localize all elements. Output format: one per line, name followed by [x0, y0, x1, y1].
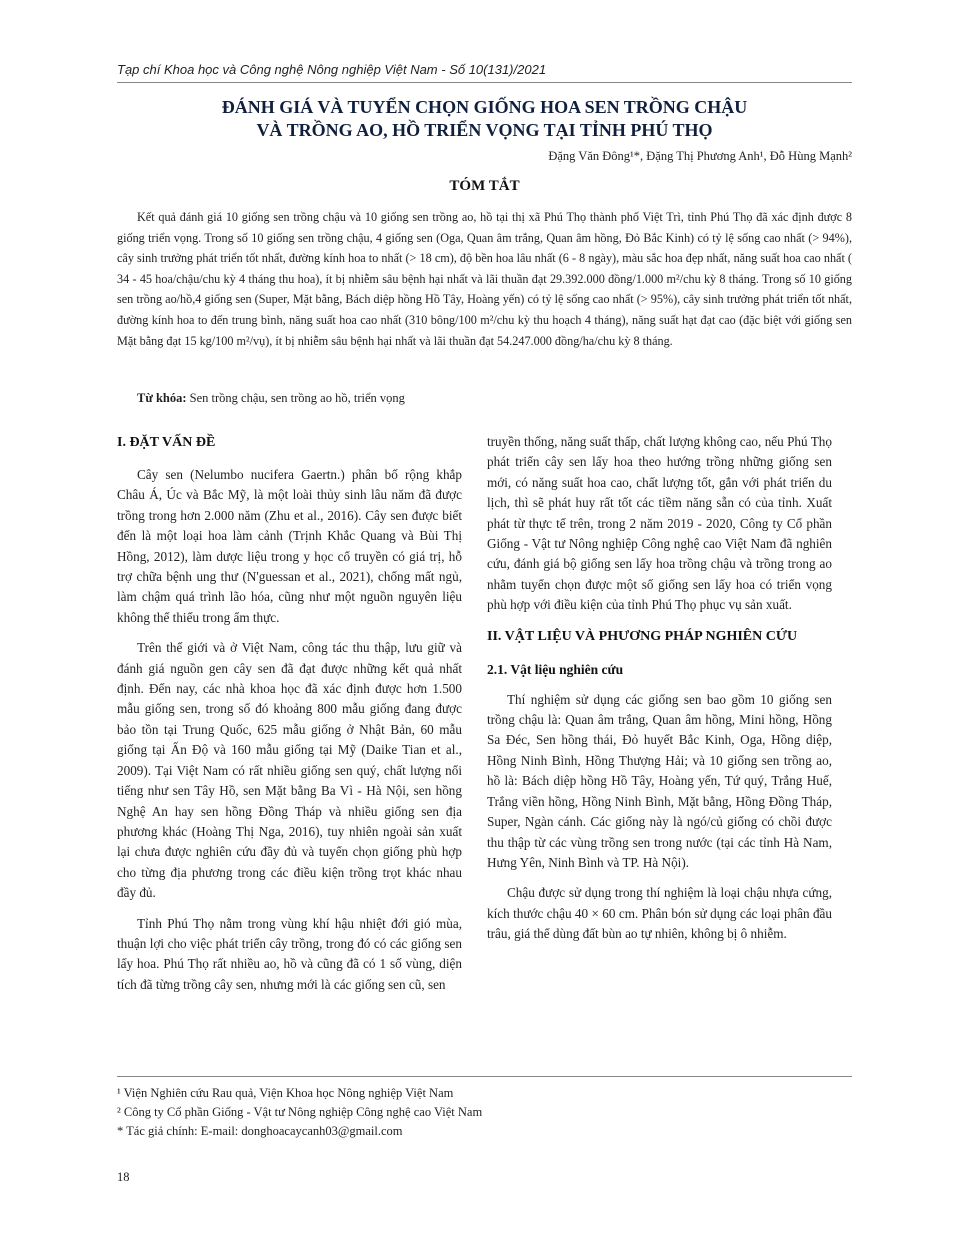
- section-1-heading: I. ĐẶT VẤN ĐỀ: [117, 435, 216, 450]
- section-2-heading: II. VẬT LIỆU VÀ PHƯƠNG PHÁP NGHIÊN CỨU: [487, 628, 798, 644]
- paragraph-3: Tỉnh Phú Thọ nằm trong vùng khí hậu nhiệt đới gió mùa, thuận lợi cho việc phát triển cây trồng, trong đó có các giống sen lấy hoa. Phú Thọ rất nhiều ao, hồ và cũng đã có 1 số vùng, diện tích đã từng trồng cây sen, nhưng mới là các giống sen cũ, sen: [117, 915, 462, 992]
- abstract-heading: TÓM TẮT: [449, 178, 520, 194]
- title-line-1: ĐÁNH GIÁ VÀ TUYỂN CHỌN GIỐNG HOA SEN TRỒNG CHẬU: [221, 97, 748, 117]
- page-number: 18: [117, 1170, 130, 1184]
- footnote-3: * Tác giả chính: E-mail: donghoacaycanh03@gmail.com: [117, 1124, 403, 1138]
- abstract-text: Kết quả đánh giá 10 giống sen trồng chậu và 10 giống sen trồng ao, hồ tại thị xã Phú Thọ thành phố Việt Trì, tỉnh Phú Thọ đã xác định được 8 giống triển vọng. Trong số 10 giống sen trồng chậu, 4 giống sen (Oga, Quan âm trắng, Quan âm hồng, Đỏ Bắc Kinh) có tỷ lệ sống cao nhất (> 94%), cây sinh trưởng phát triển tốt nhất, đường kính hoa to nhất (> 18 cm), độ bền hoa lâu nhất (6 - 8 ngày), màu sắc hoa đẹp nhất, năng suất hoa cao nhất ( 34 - 45 hoa/chậu/chu kỳ 4 tháng thu hoa), ít bị nhiễm sâu bệnh hại nhất và lãi thuần đạt 29.392.000 đồng/1.000 m²/chu kỳ 8 tháng. Trong số 10 giống sen trồng ao/hồ,4 giống sen (Super, Mặt bằng, Bách diệp hồng Hồ Tây, Hoàng yến) có tỷ lệ sống cao nhất (> 95%), cây sinh trưởng phát triển tốt nhất, đường kính hoa to đến trung bình, năng suất hoa cao nhất (310 bông/100 m²/chu kỳ thu hoạch 4 tháng), năng suất hạt đạt cao (đặc biệt với giống sen Mặt bằng đạt 15 kg/100 m²/vụ), ít bị nhiễm sâu bệnh hại nhất và lãi thuần đạt 54.247.000 đồng/ha/chu kỳ 8 tháng.: [117, 210, 852, 348]
- footnote-1: ¹ Viện Nghiên cứu Rau quả, Viện Khoa học Nông nghiệp Việt Nam: [117, 1086, 454, 1100]
- keywords-value: Sen trồng chậu, sen trồng ao hồ, triển vọng: [189, 391, 405, 405]
- footnote-rule: [117, 1076, 852, 1077]
- section-2-1-heading: 2.1. Vật liệu nghiên cứu: [487, 661, 624, 677]
- paragraph-1: Cây sen (Nelumbo nucifera Gaertn.) phân bố rộng khắp Châu Á, Úc và Bắc Mỹ, là một loài thủy sinh lâu năm đã được trồng trong hơn 2.000 năm (Zhu et al., 2016). Cây sen được biết đến là một loại hoa làm cảnh (Trịnh Khắc Quang và Bùi Thị Hồng, 2012), làm dược liệu trong y học cổ truyền có giá trị, hỗ trợ chữa bệnh ung thư (N'guessan et al., 2021), chống mất ngủ, làm chậm quá trình lão hóa, cũng như một nguồn nguyên liệu không thể thiếu trong ẩm thực.: [117, 467, 462, 625]
- footnote-2: ² Công ty Cổ phần Giống - Vật tư Nông nghiệp Công nghệ cao Việt Nam: [117, 1105, 483, 1119]
- journal-header: Tạp chí Khoa học và Công nghệ Nông nghiệp Việt Nam - Số 10(131)/2021: [117, 62, 547, 77]
- title-line-2: VÀ TRỒNG AO, HỒ TRIỂN VỌNG TẠI TỈNH PHÚ THỌ: [256, 120, 713, 140]
- footnotes: [117, 1084, 852, 1141]
- right-column: [487, 432, 832, 955]
- keywords: [137, 391, 852, 406]
- paragraph-2: Trên thế giới và ở Việt Nam, công tác thu thập, lưu giữ và đánh giá nguồn gen cây sen đã đạt được những kết quả nhất định. Đến nay, các nhà khoa học đã xác định được hơn 1.500 mẫu giống sen, trong số đó khoảng 800 mẫu giống đang được bảo tồn tại Trung Quốc, 625 mẫu giống ở Nhật Bản, 60 mẫu giống tại Ấn Độ và 160 mẫu giống tại Mỹ (Daike Tian et al., 2009). Tại Việt Nam có rất nhiều giống sen quý, chất lượng nổi tiếng như sen Tây Hồ, sen Mặt bằng Ba Vì - Hà Nội, sen hồng Nghệ An hay sen hồng Đồng Tháp và nhiều giống sen địa phương khác (Hoàng Thị Nga, 2016), tuy nhiên ngoài sản xuất lại chưa được nghiên cứu đầy đủ và tuyển chọn giống phù hợp cho từng địa phương trong các điều kiện trồng trọt khác nhau đầy đủ.: [117, 640, 462, 901]
- paragraph-6: Chậu được sử dụng trong thí nghiệm là loại chậu nhựa cứng, kích thước chậu 40 × 60 cm. Phân bón sử dụng các loại phân đầu trâu, giá thể dùng đất bùn ao tự nhiên, không bị ô nhiễm.: [487, 885, 832, 942]
- paragraph-4: truyền thống, năng suất thấp, chất lượng không cao, nếu Phú Thọ phát triển cây sen lấy hoa theo hướng trồng những giống sen mới, có năng suất hoa cao, chất lượng tốt, gắn với phát triển du lịch, thì sẽ phát huy rất tốt các tiềm năng sẵn có của tỉnh. Xuất phát từ thực tế trên, trong 2 năm 2019 - 2020, Công ty Cổ phần Giống - Vật tư Nông nghiệp Công nghệ cao Việt Nam đã nghiên cứu, đánh giá bộ giống sen lấy hoa trồng chậu và trồng trong ao nhằm tuyển chọn được một số giống sen lấy hoa có triển vọng phù hợp với điều kiện của tỉnh Phú Thọ phục vụ sản xuất.: [487, 434, 832, 613]
- paper-title: [117, 96, 852, 142]
- author-list: Đặng Văn Đông¹*, Đặng Thị Phương Anh¹, Đỗ Hùng Mạnh²: [548, 149, 852, 163]
- keywords-label: Từ khóa:: [137, 391, 187, 405]
- paragraph-5: Thí nghiệm sử dụng các giống sen bao gồm 10 giống sen trồng chậu là: Quan âm trắng, Quan âm hồng, Mini hồng, Hồng Sa Đéc, Sen hồng thái, Đỏ huyết Bắc Kinh, Oga, Hồng diệp, Hồng Ninh Bình, Hồng Thượng Hải; và 10 giống sen trồng ao, hồ là: Bách diệp hồng Hồ Tây, Hoàng yến, Tứ quý, Trắng Huế, Trắng viền hồng, Hồng Ninh Bình, Mặt bằng, Hồng Đồng Tháp, Super, Ngàn cánh. Các giống này là ngó/củ giống có chồi được thu thập từ các vùng trồng sen trong nước (tại các tỉnh Hà Nam, Hưng Yên, Ninh Bình và TP. Hà Nội).: [487, 691, 832, 870]
- header-rule: [117, 82, 852, 83]
- left-column: [117, 432, 462, 1005]
